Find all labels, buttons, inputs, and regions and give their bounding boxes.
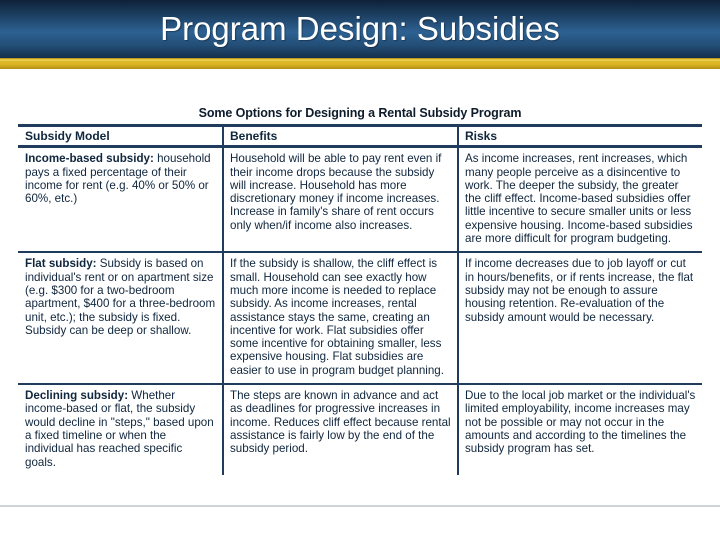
cell-benefits: The steps are known in advance and act as deadlines for progressive increases in income. Reduces cliff effect because rental assistance is fairly low by the end of the subsidy period. — [223, 384, 458, 475]
table-row — [18, 384, 702, 475]
column-header-risks: Risks — [458, 126, 702, 147]
table-row — [18, 147, 702, 253]
subsidy-options-table — [18, 124, 702, 475]
table-area — [18, 106, 702, 475]
cell-body-text: household pays a fixed percentage of their income for rent (e.g. 40% or 50% or 60%, etc.) — [25, 152, 211, 206]
cell-risks: If income decreases due to job layoff or cut in hours/benefits, or if rents increase, the flat subsidy may not be enough to assure housing retention. Re-evaluation of the subsidy amount would be necessary. — [458, 252, 702, 384]
cell-risks: Due to the local job market or the individual's limited employability, income increases may not be possible or may not occur in the amounts and according to the timelines the subsidy program has set. — [458, 384, 702, 475]
column-header-benefits: Benefits — [223, 126, 458, 147]
cell-body-text: Subsidy is based on individual's rent or on apartment size (e.g. $300 for a two-bedroom apartment, $400 for a three-bedroom unit, etc.); the subsidy is fixed. Subsidy can be deep or shallow. — [25, 257, 216, 337]
page-title: Program Design: Subsidies — [160, 10, 560, 47]
cell-benefits: Household will be able to pay rent even if their income drops because the subsidy will increase. Household has more discretionary money if income increases. Increase in family's share of rent occurs only when/if income also increases. — [223, 147, 458, 253]
cell-lead-label: Declining subsidy: — [25, 389, 129, 403]
cell-subsidy-model — [18, 147, 223, 253]
footer-divider-line — [0, 505, 720, 507]
cell-benefits: If the subsidy is shallow, the cliff effect is small. Household can see exactly how much more income is needed to replace subsidy. As income increases, rental assistance stays the same, creating an incentive for work. Flat subsidies offer some incentive for obtaining smaller, less expensive housing. Flat subsidies are easier to use in program budget planning. — [223, 252, 458, 384]
table-row — [18, 252, 702, 384]
column-header-subsidy-model: Subsidy Model — [18, 126, 223, 147]
cell-lead-label: Income-based subsidy: — [25, 152, 154, 166]
cell-lead-label: Flat subsidy: — [25, 257, 97, 271]
cell-subsidy-model — [18, 252, 223, 384]
cell-risks: As income increases, rent increases, which many people perceive as a disincentive to work. The deeper the subsidy, the greater the cliff effect. Income-based subsidies offer little incentive to secure smaller units or less expensive housing. Income-based subsidies are more difficult for program budgeting. — [458, 147, 702, 253]
cell-body-text: Whether income-based or flat, the subsidy would decline in "steps," based upon a fixed timeline or when the individual has reached specific goals. — [25, 389, 214, 469]
gold-accent-highlight — [0, 59, 720, 61]
table-header-row — [18, 126, 702, 147]
table-caption: Some Options for Designing a Rental Subsidy Program — [198, 106, 522, 120]
cell-subsidy-model — [18, 384, 223, 475]
